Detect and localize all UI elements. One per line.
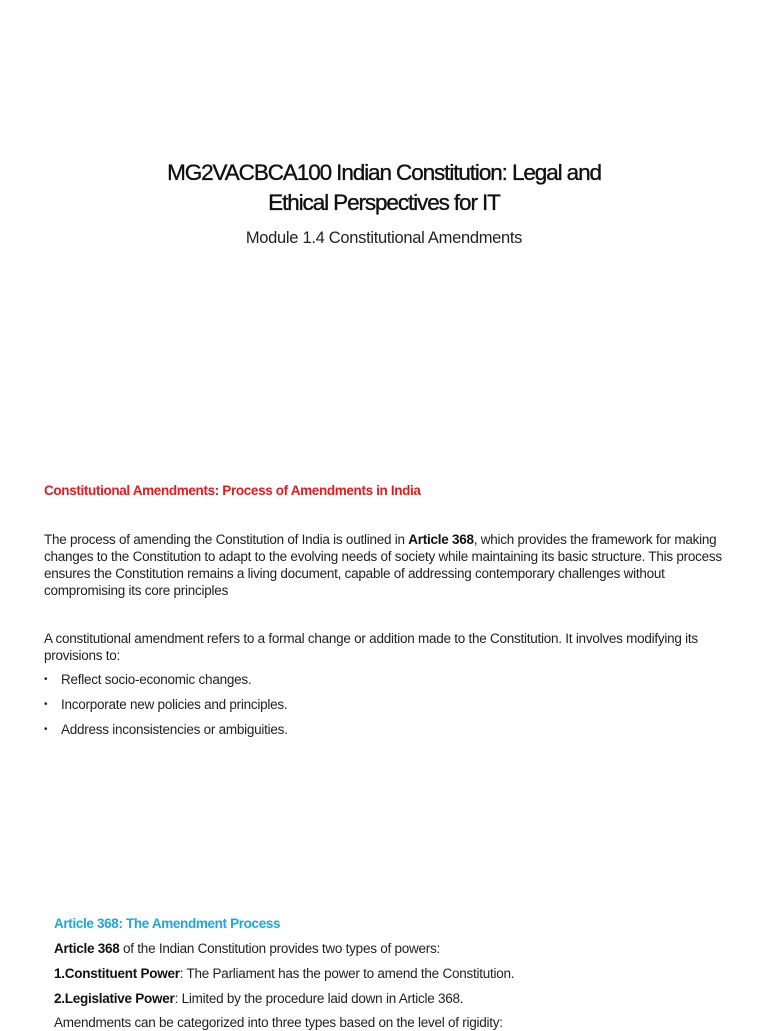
intro-paragraph-text-end: , which provides the framework for making changes to the Constitution to adapt to the evolving needs of society while maintaining its basic structure. This process ensures the Constitution remains a living document, capable of addressing contemporary challenges without compromising its core principles [44, 532, 722, 598]
amendment-types-intro: Amendments can be categorized into three types based on the level of rigidity: [54, 1015, 503, 1030]
list-item [44, 671, 288, 696]
module-subtitle: Module 1.4 Constitutional Amendments [245, 229, 523, 247]
document-title-line-2: Ethical Perspectives for IT [268, 190, 500, 215]
article-368-label: Article 368 [54, 941, 120, 956]
power-item-legislative [54, 990, 463, 1007]
powers-intro [54, 940, 440, 957]
list-item [44, 721, 288, 746]
list-item-text: Address inconsistencies or ambiguities. [61, 722, 288, 737]
document-title-line-1: MG2VACBCA100 Indian Constitution: Legal and [167, 160, 601, 185]
document-title [0, 158, 768, 218]
section-heading-article-368: Article 368: The Amendment Process [54, 916, 281, 931]
power-item-number: 2. [54, 991, 65, 1006]
power-item-description: : Limited by the procedure laid down in Article 368. [174, 991, 464, 1006]
amendment-purpose-list [44, 671, 288, 746]
article-368-emphasis: Article 368 [408, 532, 474, 547]
power-item-name: Legislative Power [64, 991, 175, 1006]
list-item-text: Reflect socio-economic changes. [61, 672, 252, 687]
bullet-icon: • [44, 699, 48, 710]
power-item-number: 1. [54, 966, 65, 981]
powers-intro-text: of the Indian Constitution provides two types of powers: [119, 941, 440, 956]
intro-paragraph [44, 531, 724, 599]
definition-paragraph: A constitutional amendment refers to a formal change or addition made to the Constitution. It involves modifying its provisions to: [44, 631, 698, 663]
bullet-icon: • [44, 724, 48, 735]
power-item-description: : The Parliament has the power to amend the Constitution. [179, 966, 515, 981]
bullet-icon: • [44, 674, 48, 685]
intro-paragraph-text-start: The process of amending the Constitution of India is outlined in [44, 532, 409, 547]
list-item-text: Incorporate new policies and principles. [61, 697, 288, 712]
power-item-name: Constituent Power [64, 966, 180, 981]
section-heading-amendment-process: Constitutional Amendments: Process of Amendments in India [44, 483, 421, 498]
power-item-constituent [54, 965, 514, 982]
list-item [44, 696, 288, 721]
